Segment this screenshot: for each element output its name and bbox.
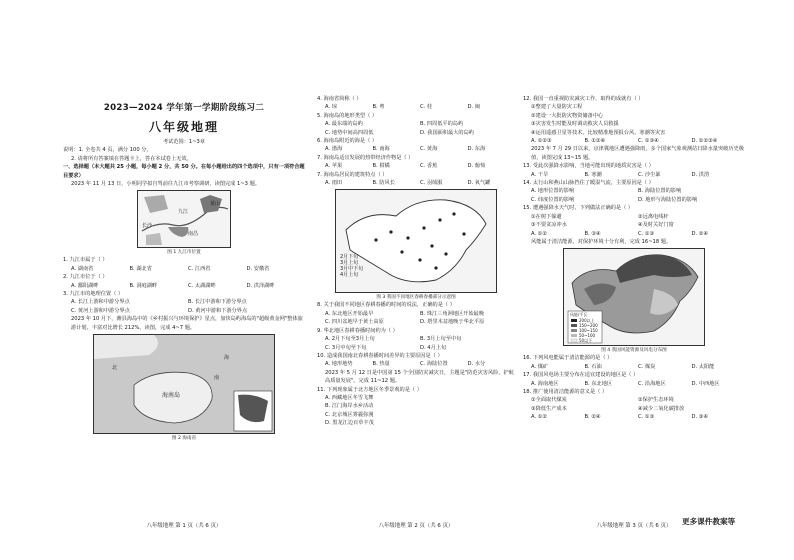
- q9-option-c: C. 3月中旬至下旬: [325, 344, 367, 351]
- q8-stem: 8. 关于我国不同地区春耕春播的时间的说法，正确的是（ ）: [317, 302, 455, 309]
- fig1-label-jiujiang: 九江: [178, 209, 189, 216]
- q18-option-c: C. ①③: [638, 414, 655, 421]
- fig3-legend-4: 4月上旬: [340, 272, 359, 279]
- q16-option-a: A. 煤矿: [531, 363, 549, 370]
- q8-option-b: B. 珠江三角洲地区开始最晚: [420, 310, 484, 317]
- q6-stem: 6. 海南岛附近的海是（ ）: [317, 138, 378, 145]
- q17-options: [523, 380, 745, 388]
- q17-option-c: C. 沿海地区: [638, 380, 666, 387]
- q9-option-b: B. 3月上旬至中旬: [420, 336, 462, 343]
- q12-option-b: B. ①②④: [584, 138, 606, 145]
- q16-option-c: C. 煤炭: [638, 363, 656, 370]
- q12-option-a: A. ①②③: [531, 138, 552, 145]
- q7b-option-d: D. 氧气罐: [467, 180, 491, 187]
- q18-options: [523, 413, 745, 421]
- q12-item-1: ①整建了大量防灾工程: [531, 104, 583, 111]
- q17-stem: 17. 我国风电场主要分布在适宜建设的地区是（ ）: [523, 372, 639, 379]
- q18-item-2: ②保护生态环境: [638, 397, 674, 404]
- intro-q4-7: 2023 年 10 月下，潍县海岛中的《乡村振兴与环境保护》星点，加快岛屿海岛的"超级黄金网"整体旅游计划，丰富对比增长 212%。读图，完成 4~7 题。: [71, 316, 303, 331]
- q10-options: [317, 360, 515, 368]
- q1-option-b: B. 湖北省: [129, 265, 152, 272]
- q11-option-b: B. 江门海岸水乡活动: [325, 403, 374, 410]
- more-resources-badge[interactable]: 更多课件教案等: [682, 517, 736, 526]
- q9-stem: 9. 华北地区春耕春播时间约为（ ）: [317, 327, 398, 334]
- fig4-wind-energy-map: [563, 248, 705, 346]
- intro-q13-15: 2023 年 7 月 29 日以来，京津冀地区遭遇强降雨，多个国家气象观测站日降水量突破历史极值，读图完成 13~15 题。: [531, 146, 744, 161]
- q15-stem: 15. 遭遇强降水天气时，下列做法正确的是（ ）: [523, 205, 634, 212]
- q7a-option-b: B. 柑橘: [372, 163, 390, 170]
- q3-option-b: B. 长江中游和下游分界点: [188, 299, 247, 306]
- fig4-caption: 图 4 我国风能资源及风电分布图: [601, 348, 667, 354]
- q3-option-c: C. 黄河上游和中游分界点: [71, 307, 130, 314]
- q11-option-d: D. 黑龙江边百草丰茂: [325, 420, 374, 427]
- page-column-2: [317, 95, 515, 531]
- q16-option-b: B. 石油: [584, 363, 602, 370]
- q18-option-a: A. ①②: [531, 414, 548, 421]
- q7a-option-c: C. 香蕉: [420, 163, 438, 170]
- q8-option-a: A. 东北地区开始最早: [325, 310, 374, 317]
- q18-item-3: ③降低生产成本: [531, 405, 567, 412]
- q18-item-4: ④减少二氧化碳排放: [638, 405, 685, 412]
- fig4-legend-5: 50以下: [579, 337, 593, 343]
- q12-option-d: D. ①②③④: [691, 138, 718, 145]
- q15-option-d: D. ②④: [691, 230, 709, 237]
- q18-option-b: B. ②④: [584, 414, 601, 421]
- q2-option-c: C. 太湖湖畔: [188, 282, 216, 289]
- fig1-caption: 图 1 九江市位置: [167, 250, 201, 256]
- q6-options: [317, 145, 515, 153]
- fig4-legend-title: 风能/千瓦: [570, 312, 588, 318]
- q14-option-a: A. 地形位置的影响: [531, 188, 575, 195]
- q6-option-c: C. 黄海: [420, 146, 438, 153]
- intro-q16-18: 风能属于清洁能源，对保护环境十分有利，完成 16~18 题。: [531, 238, 672, 245]
- q7b-option-a: A. 雨田: [325, 180, 343, 187]
- q2-option-a: A. 鄱阳湖畔: [71, 282, 99, 289]
- q4-options: [317, 103, 515, 111]
- fig2-label-bei: 北: [112, 365, 118, 372]
- fig2-label-hai: 海: [224, 355, 230, 362]
- q15-item-1: ①在树下躲避: [531, 213, 562, 220]
- page-footer-1: 八年级地理 第 1 页（共 6 页）: [146, 523, 222, 529]
- q16-option-d: D. 太阳能: [691, 363, 715, 370]
- page-footer-2: 八年级地理 第 2 页（共 6 页）: [378, 523, 454, 529]
- q7b-option-b: B. 防风长: [372, 180, 395, 187]
- q15-item-4: ④及时关好门窗: [638, 222, 674, 229]
- q2-stem: 2. 九江市位于（ ）: [63, 274, 108, 281]
- q10-stem: 10. 造成我国南北春耕春播时间差异的主要原因是（ ）: [317, 352, 443, 359]
- q15-item-2: ②远离电线杆: [638, 213, 669, 220]
- q15-item-3: ③不要贪凉冲水: [531, 222, 567, 229]
- q4-option-a: A. 琼: [325, 104, 337, 111]
- q17-option-b: B. 东北地区: [584, 380, 613, 387]
- fig2-hainan-map: [93, 334, 275, 434]
- q12-item-4: ④运用遥感卫星等技术，比较精准地预报台风、寒潮等灾害: [531, 129, 666, 136]
- instruction-2: 2. 请将所有答案填在答题卡上，答在本试卷上无效。: [71, 155, 192, 162]
- q1-option-a: A. 湖南省: [71, 265, 94, 272]
- fig2-label-hainan-island: 海南岛: [162, 392, 181, 400]
- fig1-label-changsha: 长沙: [142, 223, 153, 230]
- q5-option-d: D. 我国面积最大的岛屿: [420, 129, 474, 136]
- q11-stem: 11. 下列现象属于北方地区冬季景观的是（ ）: [317, 386, 422, 393]
- q4-stem: 4. 海南省简称（ ）: [317, 96, 362, 102]
- fig3-legend-2: 3月上旬: [340, 260, 359, 267]
- q10-option-d: D. 水分: [467, 361, 486, 368]
- q6-option-b: B. 南海: [372, 146, 390, 153]
- page-footer-3: 八年级地理 第 3 页（共 6 页）: [596, 523, 672, 529]
- q12-option-c: C. ①③④: [638, 138, 659, 145]
- exam-scope: 考试范围：1~3章: [162, 139, 206, 145]
- q14-options: [523, 187, 745, 204]
- q1-options: [63, 265, 305, 273]
- q12-options: [523, 137, 745, 145]
- q9-options: [317, 335, 515, 352]
- fig4-legend-2: 150~200: [579, 322, 598, 328]
- q17-option-a: A. 海南地区: [531, 380, 559, 387]
- q3-options: [63, 298, 305, 315]
- q18-option-d: D. ③④: [691, 414, 709, 421]
- q4-option-c: C. 桂: [420, 104, 433, 111]
- q6-option-d: D. 东海: [467, 146, 486, 153]
- q4-option-d: D. 闽: [467, 104, 480, 111]
- q10-option-b: B. 热量: [372, 361, 390, 368]
- q10-option-c: C. 海陆位置: [420, 361, 448, 368]
- intro-q1-3: 2023 年 11 月 13 日，小明同学拟自驾前往九江市考察调研，读图完成 1~3 题。: [71, 181, 260, 188]
- q3-stem: 3. 九江市的地理位置（ ）: [63, 291, 124, 298]
- q13-stem: 13. 受此次强降水影响，当地可能出现的地质灾害是（ ）: [523, 163, 654, 170]
- q5-stem: 5. 海南岛的地形类型（ ）: [317, 112, 378, 119]
- fig1-label-huangshan: 黄山: [210, 201, 221, 208]
- q15-option-a: A. ①②: [531, 230, 548, 237]
- q18-items: [523, 396, 745, 413]
- q15-option-c: C. ①③: [638, 230, 655, 237]
- q9-option-a: A. 2月下旬至3月上旬: [325, 336, 375, 343]
- q1-option-c: C. 江西省: [188, 265, 211, 272]
- q7a-options: [317, 162, 515, 170]
- exam-subject: 八年级地理: [148, 120, 219, 134]
- q5-options: [317, 120, 515, 137]
- part-one-title: 一、选择题（本大题共 25 小题，每小题 2 分，共 50 分。在每小题给出的四个选项中，只有一项符合题目要求）: [63, 164, 305, 179]
- q7b-stem: 7. 海南岛居民的建筑特点（ ）: [317, 171, 388, 178]
- q7a-option-d: D. 葡萄: [467, 163, 486, 170]
- q18-item-1: ①全面取代煤炭: [531, 397, 567, 404]
- q7b-options: [317, 179, 515, 187]
- q8-option-d: D. 塔里木盆地晚于华北平原: [420, 319, 485, 326]
- q12-stem: 12. 我国一直重视防灾减灾工作，取得的成就有（ ）: [523, 96, 644, 102]
- exam-title: 2023—2024 学年第一学期阶段练习二: [103, 103, 265, 113]
- q17-option-d: D. 中西地区: [691, 380, 720, 387]
- page-column-1: [63, 95, 305, 531]
- q5-option-a: A. 最东端的岛屿: [325, 121, 363, 128]
- q14-option-c: C. 纬度位置的影响: [531, 196, 575, 203]
- q6-option-a: A. 渤海: [325, 146, 343, 153]
- q8-option-c: C. 四川盆地早于黄土高原: [325, 319, 384, 326]
- q13-option-a: A. 干旱: [531, 171, 549, 178]
- fig3-spring-sowing-map: [335, 189, 497, 293]
- q12-item-2: ②建设一大批防灾物资储备中心: [531, 112, 604, 119]
- instruction-1: 说明：1. 全卷共 4 页，满分 100 分。: [63, 147, 152, 154]
- fig1-label-nanchang: 南昌: [188, 231, 199, 238]
- page-column-3: [523, 95, 745, 531]
- q13-option-d: D. 洪涝: [691, 171, 710, 178]
- q5-option-c: C. 地势中间高四周低: [325, 129, 374, 136]
- q11-option-a: A. 西藏地区冬雪飞舞: [325, 394, 374, 401]
- q7b-option-c: C. 羽绒服: [420, 180, 443, 187]
- fig3-legend-1: 2月下旬: [340, 254, 359, 261]
- q11-option-c: C. 北京城区雾霾弥漫: [325, 411, 374, 418]
- q2-option-d: D. 洪泽湖畔: [246, 282, 275, 289]
- q7a-option-a: A. 苹果: [325, 163, 343, 170]
- q10-option-a: A. 地形地势: [325, 361, 353, 368]
- fig2-caption: 图 2 海南省: [171, 436, 197, 442]
- q7a-stem: 7. 海南岛适宜发展的热带经济作物是（ ）: [317, 154, 414, 161]
- q14-option-b: B. 海陆位置的影响: [638, 188, 682, 195]
- q4-option-b: B. 粤: [372, 104, 385, 111]
- q14-stem: 14. 太行山和燕山山脉挡住了暖湿气流，主要原因是（ ）: [523, 180, 654, 187]
- fig3-caption: 图 3 我国不同地区春耕春播部分示意图: [376, 295, 456, 301]
- q3-option-d: D. 黄河中游和下游分界点: [188, 307, 248, 314]
- fig4-legend-4: 50~100: [579, 332, 596, 338]
- q9-option-d: D. 4月上旬: [420, 344, 447, 351]
- q1-stem: 1. 九江市属于（ ）: [63, 257, 108, 264]
- q15-items: [523, 213, 745, 230]
- q13-option-c: C. 沙尘暴: [638, 171, 661, 178]
- fig4-legend-1: 200以上: [579, 317, 595, 323]
- q5-option-b: B. 四周低平的岛屿: [420, 121, 464, 128]
- q2-option-b: B. 洞庭湖畔: [129, 282, 158, 289]
- q2-options: [63, 282, 305, 290]
- q13-options: [523, 171, 745, 179]
- fig3-legend-3: 3月中下旬: [340, 266, 364, 273]
- q14-option-d: D. 地形与海陆位置的影响: [638, 196, 698, 203]
- q12-item-3: ③灾害发生时能及时调动救灾人员救援: [531, 121, 619, 128]
- fig4-legend-3: 100~150: [579, 327, 598, 333]
- q16-stem: 16. 下列风电能属于清洁能源的是（ ）: [523, 355, 613, 362]
- q1-option-d: D. 安徽省: [246, 265, 270, 272]
- q13-option-b: B. 寒潮: [584, 171, 602, 178]
- q15-option-b: B. ③④: [584, 230, 601, 237]
- q3-option-a: A. 长江上游和中游分界点: [71, 299, 130, 306]
- q8-options: [317, 310, 515, 327]
- intro-q11-12: 2023 年 5 月 12 日是中国第 15 个全国防灾减灾日，主题是"防范灾害风险，护航高质量发展"。完成 11~12 题。: [325, 369, 514, 385]
- q16-options: [523, 363, 745, 371]
- q15-options: [523, 230, 745, 238]
- fig1-jiujiang-map: [137, 190, 231, 248]
- exam-sheet: [55, 95, 751, 531]
- q18-stem: 18. 推广使用清洁能源的意义是（ ）: [523, 388, 608, 395]
- fig2-label-nan: 南: [214, 375, 220, 382]
